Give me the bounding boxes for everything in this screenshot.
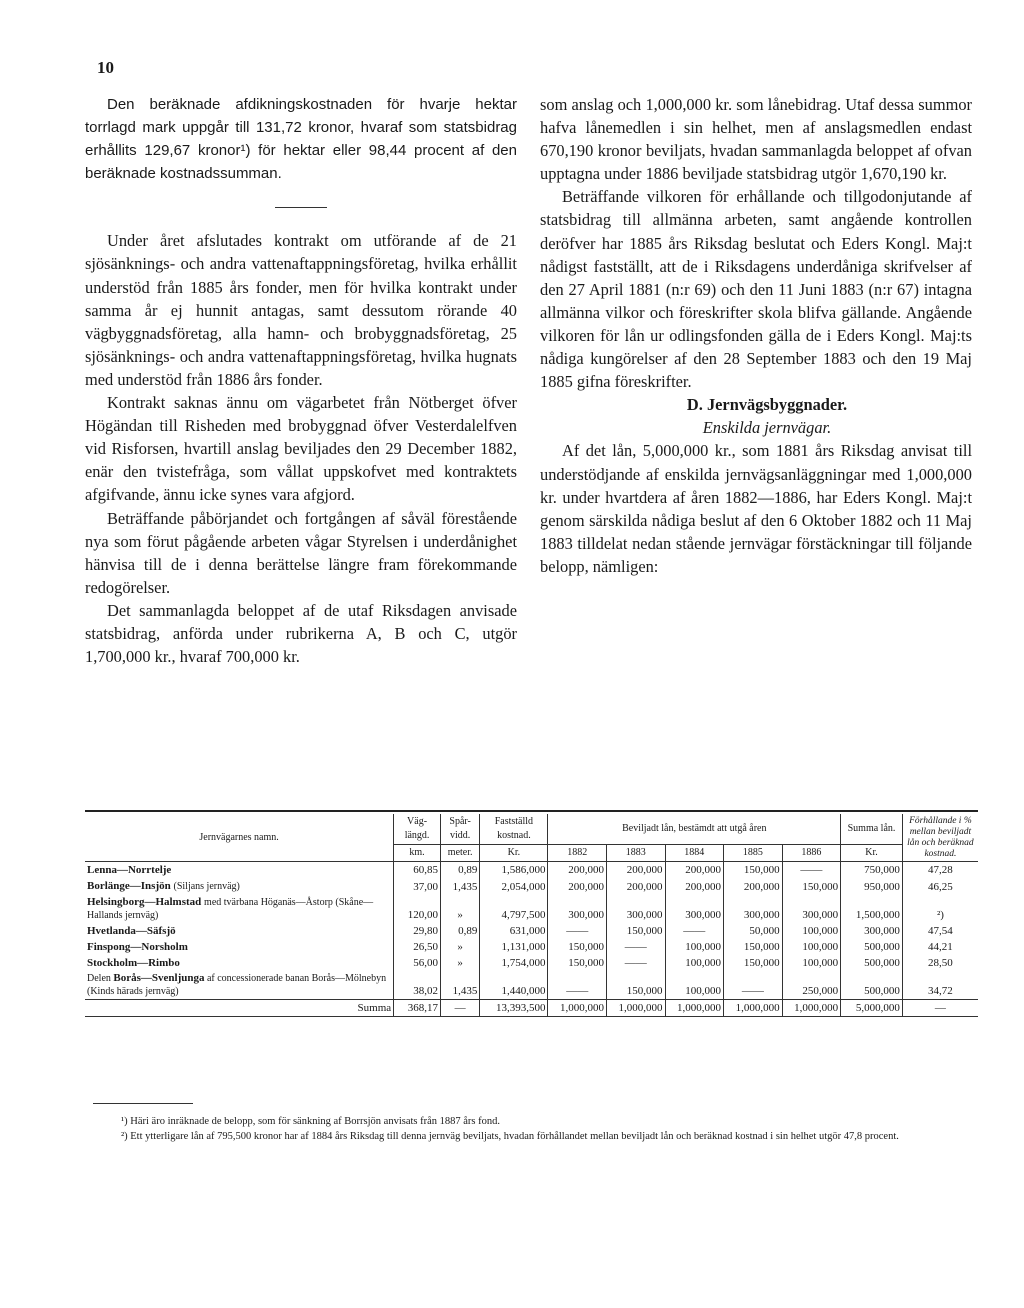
cell-length: 37,00 xyxy=(394,878,441,895)
unit-year-1886: 1886 xyxy=(782,845,841,862)
paragraph-loans: Af det lån, 5,000,000 kr., som 1881 års Riksdag anvisat till understödjande af enskilda jernvägsanläggningar med 1,000,000 kr. under hvartdera af åren 1882—1886, har Eders Kongl. Maj:t genom särskilda nådiga beslut af den 6 Oktober 1882 och 11 Maj 1883 tilldelat nedan stående jernvägar förstäckningar till följande belopp, nämligen: xyxy=(540,441,972,576)
cell-ratio: ²) xyxy=(902,895,978,923)
cell-gauge: 0,89 xyxy=(440,923,479,939)
cell-1882: 150,000 xyxy=(548,955,607,971)
cell-1885: 150,000 xyxy=(724,862,783,879)
header-gauge: Spår-vidd. xyxy=(440,814,479,845)
sum-1884: 1,000,000 xyxy=(665,1000,724,1017)
railway-name: Borlänge—Insjön (Siljans jernväg) xyxy=(87,880,240,892)
sum-total: 5,000,000 xyxy=(841,1000,903,1017)
footnote-2: ²) Ett ytterligare lån af 795,500 kronor har af 1884 års Riksdag till denna jernväg beviljats, hvadan förhållandet mellan beviljadt lån och beräknad kostnad i sin helhet utgör 47,8 procent. xyxy=(121,1131,899,1142)
railway-name: Finspong—Norsholm xyxy=(87,941,188,953)
sum-length: 368,17 xyxy=(394,1000,441,1017)
cell-1885: —— xyxy=(724,971,783,1000)
paragraph-total: Det sammanlagda beloppet af de utaf Riksdagen anvisade statsbidrag, anförda under rubrikerna A, B och C, utgör 1,700,000 kr., hvaraf 700,000 kr. xyxy=(85,600,517,667)
cell-1884: 200,000 xyxy=(665,878,724,895)
cell-1884: 100,000 xyxy=(665,955,724,971)
cell-1886: 100,000 xyxy=(782,939,841,955)
header-cost: Fastställd kostnad. xyxy=(480,814,548,845)
table-header-row xyxy=(85,814,978,845)
cell-1885: 150,000 xyxy=(724,939,783,955)
footnotes xyxy=(85,1114,978,1144)
left-column xyxy=(85,93,517,668)
cell-ratio: 28,50 xyxy=(902,955,978,971)
sum-cost: 13,393,500 xyxy=(480,1000,548,1017)
cell-1883: 300,000 xyxy=(606,895,665,923)
cell-cost: 4,797,500 xyxy=(480,895,548,923)
cell-1886: 100,000 xyxy=(782,923,841,939)
header-ratio: Förhållande i % mellan beviljadt lån och beräknad kostnad. xyxy=(902,814,978,862)
cell-1886: —— xyxy=(782,862,841,879)
cell-length: 60,85 xyxy=(394,862,441,879)
cell-length: 29,80 xyxy=(394,923,441,939)
railway-name: Stockholm—Rimbo xyxy=(87,957,180,969)
cell-cost: 631,000 xyxy=(480,923,548,939)
table-row xyxy=(85,923,978,939)
cell-1886: 100,000 xyxy=(782,955,841,971)
sum-1882: 1,000,000 xyxy=(548,1000,607,1017)
cell-1883: —— xyxy=(606,939,665,955)
cell-1885: 200,000 xyxy=(724,878,783,895)
cell-ratio: 44,21 xyxy=(902,939,978,955)
cell-length: 120,00 xyxy=(394,895,441,923)
cell-1884: 100,000 xyxy=(665,939,724,955)
cell-cost: 1,131,000 xyxy=(480,939,548,955)
cell-1886: 150,000 xyxy=(782,878,841,895)
cell-total: 500,000 xyxy=(841,939,903,955)
cell-1882: 200,000 xyxy=(548,878,607,895)
cell-1882: 200,000 xyxy=(548,862,607,879)
railway-name: Hvetlanda—Säfsjö xyxy=(87,925,176,937)
section-subheading: Enskilda jernvägar. xyxy=(702,418,832,438)
table-sum-row xyxy=(85,1000,978,1017)
table-row xyxy=(85,939,978,955)
cell-cost: 1,586,000 xyxy=(480,862,548,879)
cell-1884: —— xyxy=(665,923,724,939)
cell-1886: 300,000 xyxy=(782,895,841,923)
sum-1885: 1,000,000 xyxy=(724,1000,783,1017)
header-total: Summa lån. xyxy=(841,814,903,845)
cell-gauge: » xyxy=(440,939,479,955)
cell-1884: 100,000 xyxy=(665,971,724,1000)
footnote-1: ¹) Häri äro inräknade de belopp, som för sänkning af Borrsjön anvisats från 1887 års fond. xyxy=(121,1116,501,1127)
section-heading: D. Jernvägsbyggnader. xyxy=(686,395,848,415)
sum-gauge: — xyxy=(440,1000,479,1017)
header-name: Jernvägarnes namn. xyxy=(85,814,394,862)
cell-1885: 150,000 xyxy=(724,955,783,971)
cell-1882: 300,000 xyxy=(548,895,607,923)
paragraph-continuation: som anslag och 1,000,000 kr. som lånebidrag. Utaf dessa summor hafva lånemedlen i sin helhet, men af anslagsmedlen endast 670,190 kronor beviljats, hvadan sammanlagda beloppet af ofvan upptagna under 1886 beviljade statsbidrag utgör 1,670,190 kr. xyxy=(540,95,972,184)
header-granted: Beviljadt lån, bestämdt att utgå åren xyxy=(548,814,841,845)
intro-paragraph: Den beräknade afdikningskostnaden för hvarje hektar torrlagd mark uppgår till 131,72 kronor, hvaraf som statsbidrag erhållits 129,67 kronor¹) för hektar eller 98,44 procent af den beräknade kostnadssumman. xyxy=(85,96,517,183)
cell-cost: 2,054,000 xyxy=(480,878,548,895)
cell-gauge: 1,435 xyxy=(440,878,479,895)
cell-total: 500,000 xyxy=(841,955,903,971)
cell-gauge: 1,435 xyxy=(440,971,479,1000)
section-divider xyxy=(275,207,327,208)
cell-1883: 150,000 xyxy=(606,923,665,939)
page-number: 10 xyxy=(97,58,114,77)
cell-1883: 200,000 xyxy=(606,862,665,879)
table-row xyxy=(85,862,978,879)
cell-length: 26,50 xyxy=(394,939,441,955)
unit-total: Kr. xyxy=(841,845,903,862)
paragraph-conditions: Beträffande vilkoren för erhållande och tillgodonjutande af statsbidrag till allmänna arbeten, samt angående kontrollen deröfver har 1885 års Riksdag beslutat och Eders Kongl. Maj:t nådigst fastställt, att de i Riksdagens underdåniga skrifvelser af den 27 April 1881 (n:r 69) och den 11 Juni 1883 (n:r 67) intagna allmänna vilkor och föreskrifter skola blifva gällande. Angående vilkoren för lån ur odlingsfonden gälla de i Eders Kongl. Maj:ts nådiga kungörelser af den 28 September 1883 och den 19 Maj 1885 gifna föreskrifter. xyxy=(540,187,972,392)
sum-1886: 1,000,000 xyxy=(782,1000,841,1017)
cell-length: 56,00 xyxy=(394,955,441,971)
paragraph-progress: Beträffande påbörjandet och fortgången af såväl förestående nya som förut pågående arbeten vågar Styrelsen i underdånighet hänvisa till de i denna berättelse längre fram förekommande redogörelser. xyxy=(85,508,517,597)
table-row xyxy=(85,955,978,971)
cell-1883: 150,000 xyxy=(606,971,665,1000)
cell-total: 950,000 xyxy=(841,878,903,895)
unit-gauge: meter. xyxy=(440,845,479,862)
unit-year-1885: 1885 xyxy=(724,845,783,862)
sum-label: Summa xyxy=(85,1000,394,1017)
cell-gauge: » xyxy=(440,955,479,971)
cell-1883: 200,000 xyxy=(606,878,665,895)
cell-length: 38,02 xyxy=(394,971,441,1000)
cell-ratio: 34,72 xyxy=(902,971,978,1000)
unit-year-1883: 1883 xyxy=(606,845,665,862)
table-row xyxy=(85,878,978,895)
cell-total: 1,500,000 xyxy=(841,895,903,923)
railway-name: Lenna—Norrtelje xyxy=(87,864,172,876)
cell-total: 750,000 xyxy=(841,862,903,879)
table-row xyxy=(85,895,978,923)
cell-1885: 50,000 xyxy=(724,923,783,939)
cell-1882: —— xyxy=(548,971,607,1000)
footnote-divider xyxy=(93,1103,193,1104)
railway-loans-table xyxy=(85,814,978,1017)
unit-year-1884: 1884 xyxy=(665,845,724,862)
unit-length: km. xyxy=(394,845,441,862)
cell-total: 500,000 xyxy=(841,971,903,1000)
cell-ratio: 47,54 xyxy=(902,923,978,939)
cell-ratio: 47,28 xyxy=(902,862,978,879)
cell-1882: 150,000 xyxy=(548,939,607,955)
cell-1883: —— xyxy=(606,955,665,971)
sum-ratio: — xyxy=(902,1000,978,1017)
cell-gauge: 0,89 xyxy=(440,862,479,879)
cell-cost: 1,440,000 xyxy=(480,971,548,1000)
railway-name: Helsingborg—Halmstad med tvärbana Höganäs—Åstorp (Skåne—Hallands jernväg) xyxy=(87,896,374,921)
cell-gauge: » xyxy=(440,895,479,923)
cell-1885: 300,000 xyxy=(724,895,783,923)
cell-1886: 250,000 xyxy=(782,971,841,1000)
unit-year-1882: 1882 xyxy=(548,845,607,862)
cell-1884: 200,000 xyxy=(665,862,724,879)
table-row xyxy=(85,971,978,1000)
railway-loans-table-wrapper xyxy=(85,810,978,1017)
paragraph-missing-contract: Kontrakt saknas ännu om vägarbetet från Nötberget öfver Högändan till Risheden med brobyggnad öfver Vesterdalelfven vid Risforsen, hvartill anslag beviljades den 29 December 1882, enär den tvistefråga, som vållat uppskofvet med kontraktets afgifvande, ännu icke synes vara afgjord. xyxy=(85,393,517,505)
right-column xyxy=(540,93,972,578)
paragraph-contracts: Under året afslutades kontrakt om utförande af de 21 sjösänknings- och andra vattenaftappningsföretag, hvilka erhållit understöd från 1885 års fonder, men för hvilka kontrakt under samma år ej hunnit antagas, samt dessutom rörande 40 vägbyggnadsföretag, alla hamn- och brobyggnadsföretag, 25 sjösänknings- och andra vattenaftappningsföretag, hvilka hugnats med understöd från 1886 års fonder. xyxy=(85,231,517,389)
unit-cost: Kr. xyxy=(480,845,548,862)
table-top-rule xyxy=(85,810,978,812)
cell-1882: —— xyxy=(548,923,607,939)
cell-ratio: 46,25 xyxy=(902,878,978,895)
cell-1884: 300,000 xyxy=(665,895,724,923)
cell-cost: 1,754,000 xyxy=(480,955,548,971)
sum-1883: 1,000,000 xyxy=(606,1000,665,1017)
cell-total: 300,000 xyxy=(841,923,903,939)
header-length: Väg-längd. xyxy=(394,814,441,845)
railway-name: Delen Borås—Svenljunga af concessionerade banan Borås—Mölnebyn (Kinds härads jernväg) xyxy=(87,972,387,997)
